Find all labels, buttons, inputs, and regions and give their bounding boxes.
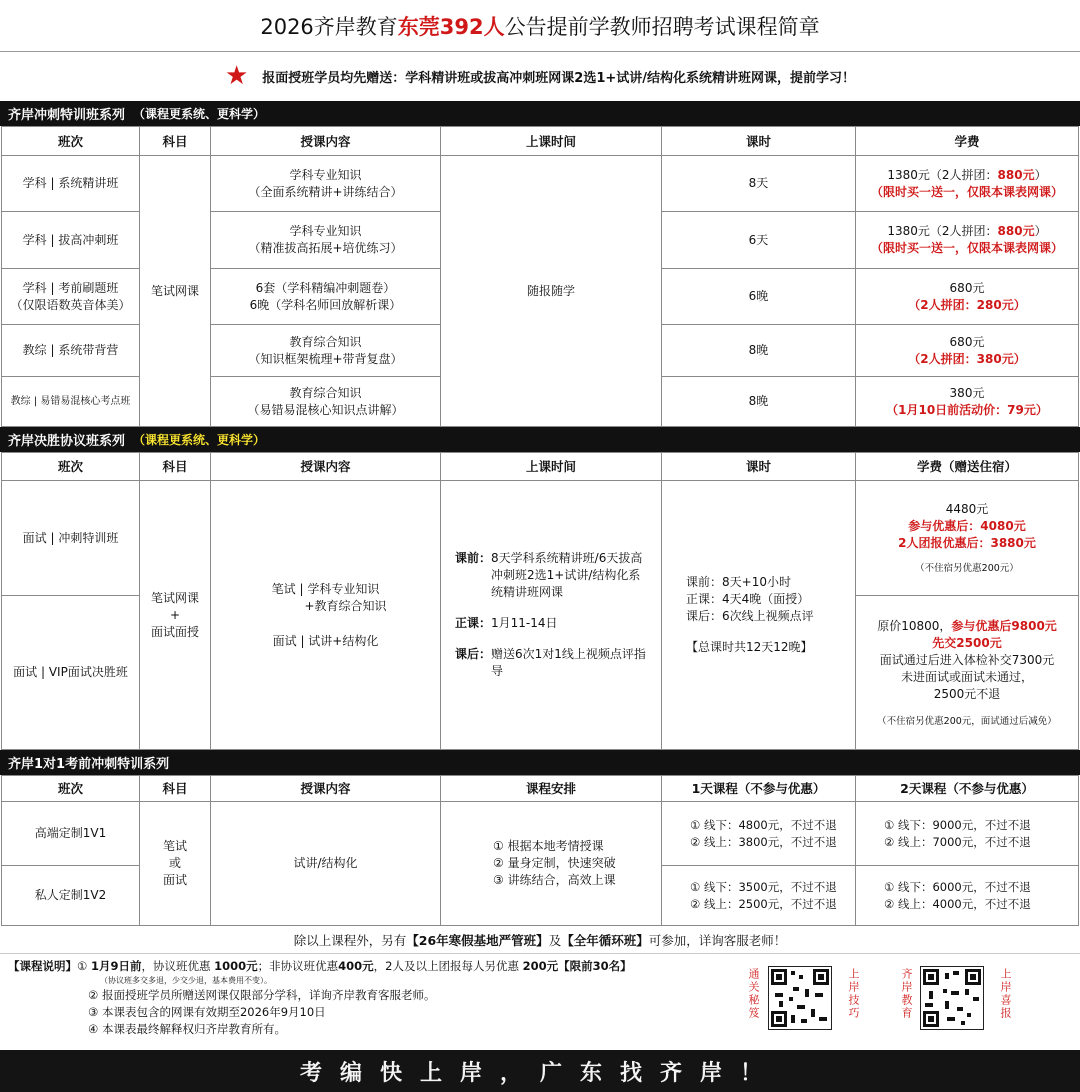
header-arrange: 课程安排: [441, 776, 662, 802]
subject-cell: 笔试 或 面试: [140, 802, 211, 926]
content-cell: 试讲/结构化: [211, 802, 441, 926]
fee-cell: 380元 （1月10日前活动价：79元）: [856, 377, 1079, 427]
class-name: 高端定制1V1: [2, 802, 140, 866]
class-name: 私人定制1V2: [2, 866, 140, 926]
section2-title: 齐岸决胜协议班系列: [8, 434, 126, 449]
star-icon: ★: [224, 61, 249, 91]
header-subject: 科目: [140, 127, 211, 156]
content-cell: 教育综合知识 （知识框架梳理+带背复盘）: [211, 325, 441, 377]
table-row: [2, 802, 1079, 866]
header-time: 上课时间: [441, 127, 662, 156]
header-hours: 课时: [662, 127, 856, 156]
header-fee: 学费（赠送住宿）: [856, 453, 1079, 481]
hours-cell: 8天: [662, 156, 856, 212]
price-cell: ① 线下：4800元，不过不退 ② 线上：3800元，不过不退: [662, 802, 856, 866]
qr-label-2: 上岸技巧: [847, 968, 860, 1020]
hours-cell: 课前：8天+10小时 正课：4天4晚（面授） 课后：6次线上视频点评 【总课时共12天12晚】: [662, 481, 856, 750]
time-cell: 课前： 8天学科系统精讲班/6天拔高冲刺班2选1+试讲/结构化系统精讲班网课 正课： 1月11-14日 课后： 赠送6次1对1线上视频点评指导: [441, 481, 662, 750]
qr-code-1: [768, 966, 832, 1030]
section1-title: 齐岸冲刺特训班系列: [8, 108, 126, 123]
class-name: 学科 | 系统精讲班: [2, 156, 140, 212]
class-name: 教综 | 系统带背营: [2, 325, 140, 377]
class-name: 教综 | 易错易混核心考点班: [2, 377, 140, 427]
hours-cell: 8晚: [662, 325, 856, 377]
qr-label-1: 通关秘笈: [747, 968, 760, 1020]
content-cell: 教育综合知识 （易错易混核心知识点讲解）: [211, 377, 441, 427]
price-cell: ① 线下：6000元，不过不退 ② 线上：4000元，不过不退: [856, 866, 1079, 926]
header-class: 班次: [2, 453, 140, 481]
gift-notice: [0, 52, 1080, 100]
header-content: 授课内容: [211, 127, 441, 156]
page-title: [0, 0, 1080, 52]
content-cell: 笔试 | 学科专业知识 +教育综合知识 面试 | 试讲+结构化: [211, 481, 441, 750]
fee-cell: 680元 （2人拼团：380元）: [856, 325, 1079, 377]
title-suffix: 公告提前学教师招聘考试课程简章: [504, 14, 820, 39]
header-class: 班次: [2, 127, 140, 156]
subject-cell: 笔试网课 + 面试面授: [140, 481, 211, 750]
price-cell: ① 线下：9000元，不过不退 ② 线上：7000元，不过不退: [856, 802, 1079, 866]
extra-courses: 除以上课程外，另有 【26年寒假基地严管班】 及 【全年循环班】 可参加，详询客服老师！: [0, 927, 1080, 954]
section2-subtitle: （课程更系统、更科学）: [133, 433, 266, 447]
header-subject: 科目: [140, 776, 211, 802]
price-cell: ① 线下：3500元，不过不退 ② 线上：2500元，不过不退: [662, 866, 856, 926]
section1-bar: [0, 101, 1080, 126]
section2-bar: [0, 427, 1080, 452]
title-highlight: 东莞392人: [397, 14, 505, 39]
header-content: 授课内容: [211, 776, 441, 802]
table-row: [2, 156, 1079, 212]
subject-cell: 笔试网课: [140, 156, 211, 427]
header-hours: 课时: [662, 453, 856, 481]
header-time: 上课时间: [441, 453, 662, 481]
section1-table: [1, 126, 1079, 427]
header-day2: 2天课程（不参与优惠）: [856, 776, 1079, 802]
fee-cell: 680元 （2人拼团：280元）: [856, 269, 1079, 325]
header-day1: 1天课程（不参与优惠）: [662, 776, 856, 802]
gift-notice-text: 报面授班学员均先赠送：学科精讲班或拔高冲刺班网课2选1+试讲/结构化系统精讲班网课，提前学习！: [262, 70, 856, 86]
content-cell: 6套（学科精编冲刺题卷） 6晚（学科名师回放解析课）: [211, 269, 441, 325]
header-class: 班次: [2, 776, 140, 802]
header-fee: 学费: [856, 127, 1079, 156]
fee-cell: 1380元（2人拼团：880元） （限时买一送一，仅限本课表网课）: [856, 212, 1079, 269]
section3-bar: [0, 750, 1080, 775]
class-name: 面试 | VIP面试决胜班: [2, 596, 140, 750]
section2-table: [1, 452, 1079, 750]
section3-table: [1, 775, 1079, 926]
header-subject: 科目: [140, 453, 211, 481]
hours-cell: 6天: [662, 212, 856, 269]
content-cell: 学科专业知识 （精准拔高拓展+培优练习）: [211, 212, 441, 269]
table-row: [2, 481, 1079, 596]
qr-label-4: 上岸喜报: [999, 968, 1012, 1020]
section3-title: 齐岸1对1考前冲刺特训系列: [8, 757, 170, 772]
header-content: 授课内容: [211, 453, 441, 481]
course-notes: 【课程说明】① 1月9日前，协议班优惠 1000元；非协议班优惠400元，2人及以上团报每人另优惠 200元【限前30名】 （协议班多交多退，少交少退，基本费用不变）。 ② 报面授班学员所赠送网课仅限部分学科，详询齐岸教育客服老师。 ③ 本课表包含的网课有效期至2026年9月10日 ④ 本课表最终解释权归齐岸教育所有。: [8, 959, 632, 1036]
qr-label-3: 齐岸教育: [900, 968, 913, 1020]
fee-cell: 原价10800，参与优惠后9800元 先交2500元 面试通过后进入体检补交7300元 未进面试或面试未通过， 2500元不退 （不住宿另优惠200元，面试通过后减免）: [856, 596, 1079, 750]
class-name: 学科 | 考前刷题班 （仅限语数英音体美）: [2, 269, 140, 325]
content-cell: 学科专业知识 （全面系统精讲+讲练结合）: [211, 156, 441, 212]
fee-cell: 4480元 参与优惠后：4080元 2人团报优惠后：3880元 （不住宿另优惠200元）: [856, 481, 1079, 596]
section1-subtitle: （课程更系统、更科学）: [133, 107, 266, 121]
slogan-banner: 考编快上岸，广东找齐岸！: [0, 1050, 1080, 1092]
class-name: 面试 | 冲刺特训班: [2, 481, 140, 596]
arrange-cell: ① 根据本地考情授课 ② 量身定制，快速突破 ③ 讲练结合，高效上课: [441, 802, 662, 926]
hours-cell: 8晚: [662, 377, 856, 427]
time-cell: 随报随学: [441, 156, 662, 427]
qr-code-2: [920, 966, 984, 1030]
class-name: 学科 | 拔高冲刺班: [2, 212, 140, 269]
fee-cell: 1380元（2人拼团：880元） （限时买一送一，仅限本课表网课）: [856, 156, 1079, 212]
hours-cell: 6晚: [662, 269, 856, 325]
title-prefix: 2026齐岸教育: [260, 14, 398, 39]
